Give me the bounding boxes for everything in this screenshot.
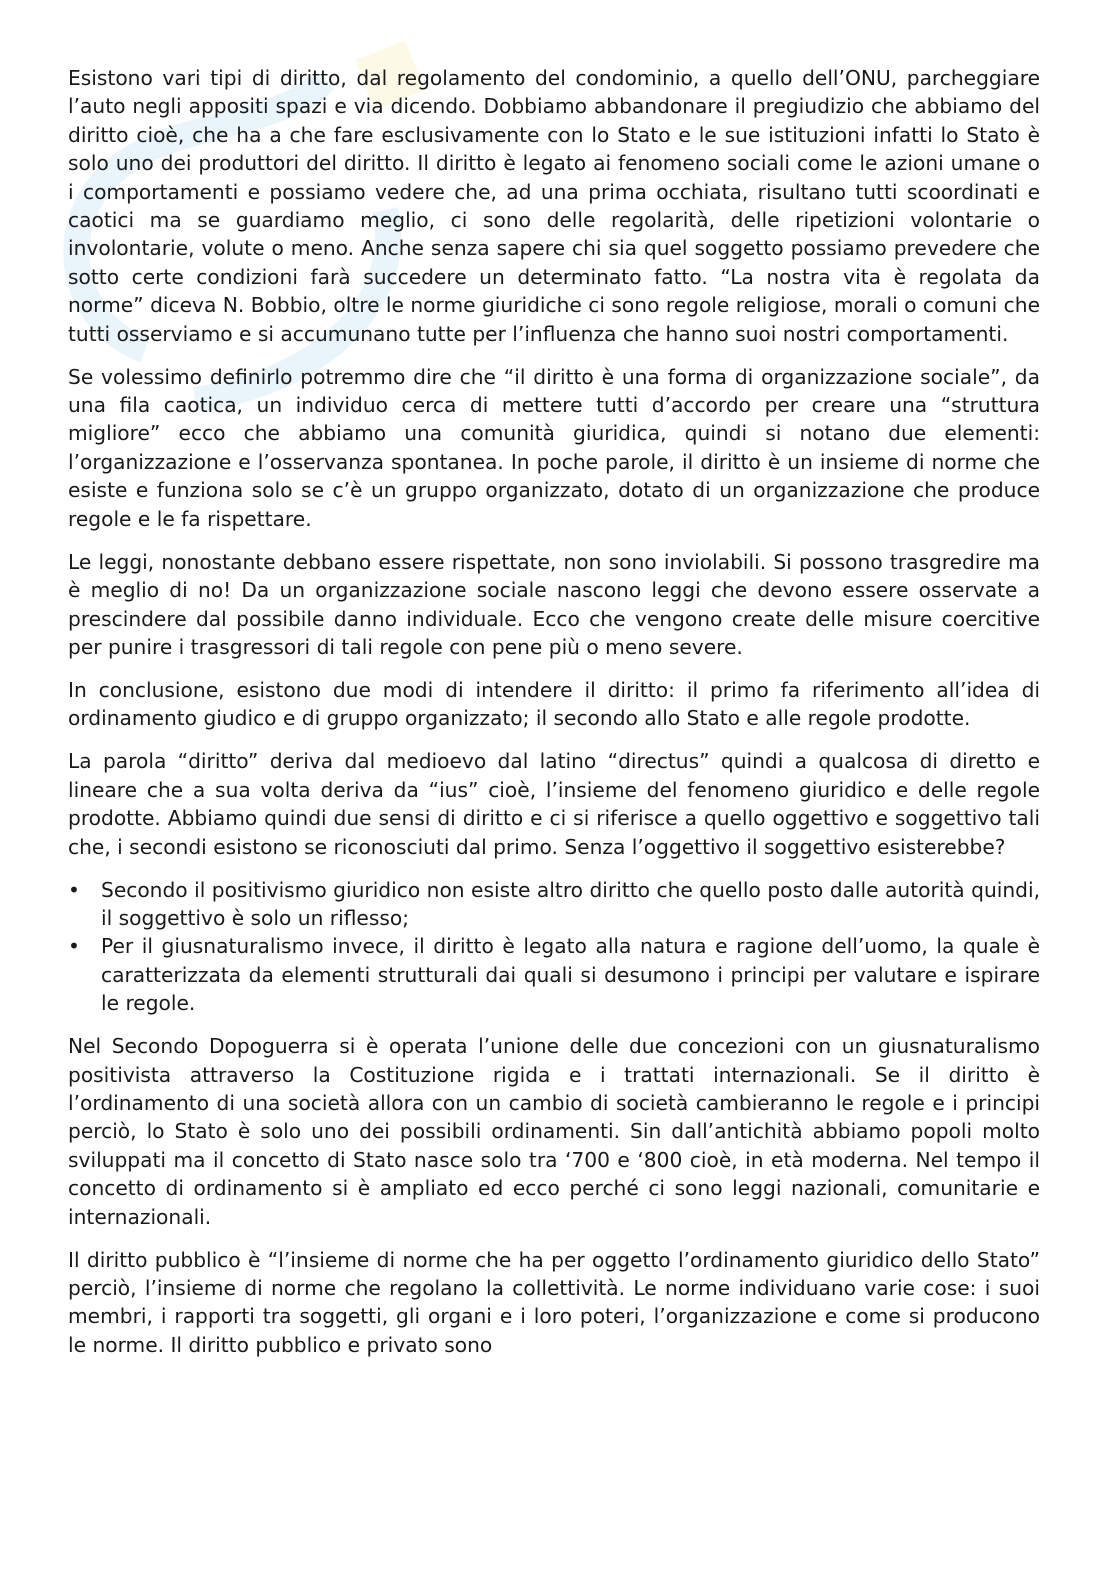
list-item-text: Per il giusnaturalismo invece, il diritto è legato alla natura e ragione dell’uomo, la quale è caratterizzata da elementi strutturali dai quali si desumono i principi per valutare e ispirare le regole. [101, 934, 1040, 1016]
paragraph-7: Il diritto pubblico è “l’insieme di norme che ha per oggetto l’ordinamento giuridico dello Stato” perciò, l’insieme di norme che regolano la collettività. Le norme individuano varie cose: i suoi membri, i rapporti tra soggetti, gli organi e i loro poteri, l’organizzazione e come si producono le norme. Il diritto pubblico e privato sono [68, 1247, 1040, 1357]
list-item [68, 932, 1040, 1017]
paragraph-2: Se volessimo definirlo potremmo dire che “il diritto è una forma di organizzazione sociale”, da una fila caotica, un individuo cerca di mettere tutti d’accordo per creare una “struttura migliore” ecco che abbiamo una comunità giuridica, quindi si notano due elementi: l’organizzazione e l’osservanza spontanea. In poche parole, il diritto è un insieme di norme che esiste e funziona solo se c’è un gruppo organizzato, dotato di un organizzazione che produce regole e le fa rispettare. [68, 364, 1040, 531]
document-page [68, 64, 1040, 1374]
paragraph-5: La parola “diritto” deriva dal medioevo dal latino “directus” quindi a qualcosa di diretto e lineare che a sua volta deriva da “ius” cioè, l’insieme del fenomeno giuridico e delle regole prodotte. Abbiamo quindi due sensi di diritto e ci si riferisce a quello oggettivo e soggettivo tali che, i secondi esistono se riconosciuti dal primo. Senza l’oggettivo il soggettivo esisterebbe? [68, 749, 1040, 859]
list-item-text: Secondo il positivismo giuridico non esiste altro diritto che quello posto dalle autorità quindi, il soggettivo è solo un riflesso; [101, 877, 1040, 930]
bullet-list [68, 876, 1040, 1018]
paragraph-1: Esistono vari tipi di diritto, dal regolamento del condominio, a quello dell’ONU, parcheggiare l’auto negli appositi spazi e via dicendo. Dobbiamo abbandonare il pregiudizio che abbiamo del diritto cioè, che ha a che fare esclusivamente con lo Stato e le sue istituzioni infatti lo Stato è solo uno dei produttori del diritto. Il diritto è legato ai fenomeno sociali come le azioni umane o i comportamenti e possiamo vedere che, ad una prima occhiata, risultano tutti scoordinati e caotici ma se guardiamo meglio, ci sono delle regolarità, delle ripetizioni volontarie o involontarie, volute o meno. Anche senza sapere chi sia quel soggetto possiamo prevedere che sotto certe condizioni farà succedere un determinato fatto. “La nostra vita è regolata da norme” diceva N. Bobbio, oltre le norme giuridiche ci sono regole religiose, morali o comuni che tutti osserviamo e si accumunano tutte per l’influenza che hanno suoi nostri comportamenti. [68, 66, 1040, 346]
list-item [68, 876, 1040, 933]
bullet-icon: • [68, 877, 80, 902]
paragraph-4: In conclusione, esistono due modi di intendere il diritto: il primo fa riferimento all’idea di ordinamento giudico e di gruppo organizzato; il secondo allo Stato e alle regole prodotte. [68, 677, 1040, 731]
bullet-icon: • [68, 934, 80, 959]
paragraph-6: Nel Secondo Dopoguerra si è operata l’unione delle due concezioni con un giusnaturalismo positivista attraverso la Costituzione rigida e i trattati internazionali. Se il diritto è l’ordinamento di una società allora con un cambio di società cambieranno le regole e i principi perciò, lo Stato è solo uno dei possibili ordinamenti. Sin dall’antichità abbiamo popoli molto sviluppati ma il concetto di Stato nasce solo tra ‘700 e ‘800 cioè, in età moderna. Nel tempo il concetto di ordinamento si è ampliato ed ecco perché ci sono leggi nazionali, comunitarie e internazionali. [68, 1034, 1040, 1229]
paragraph-3: Le leggi, nonostante debbano essere rispettate, non sono inviolabili. Si possono trasgredire ma è meglio di no! Da un organizzazione sociale nascono leggi che devono essere osservate a prescindere dal possibile danno individuale. Ecco che vengono create delle misure coercitive per punire i trasgressori di tali regole con pene più o meno severe. [68, 549, 1040, 659]
